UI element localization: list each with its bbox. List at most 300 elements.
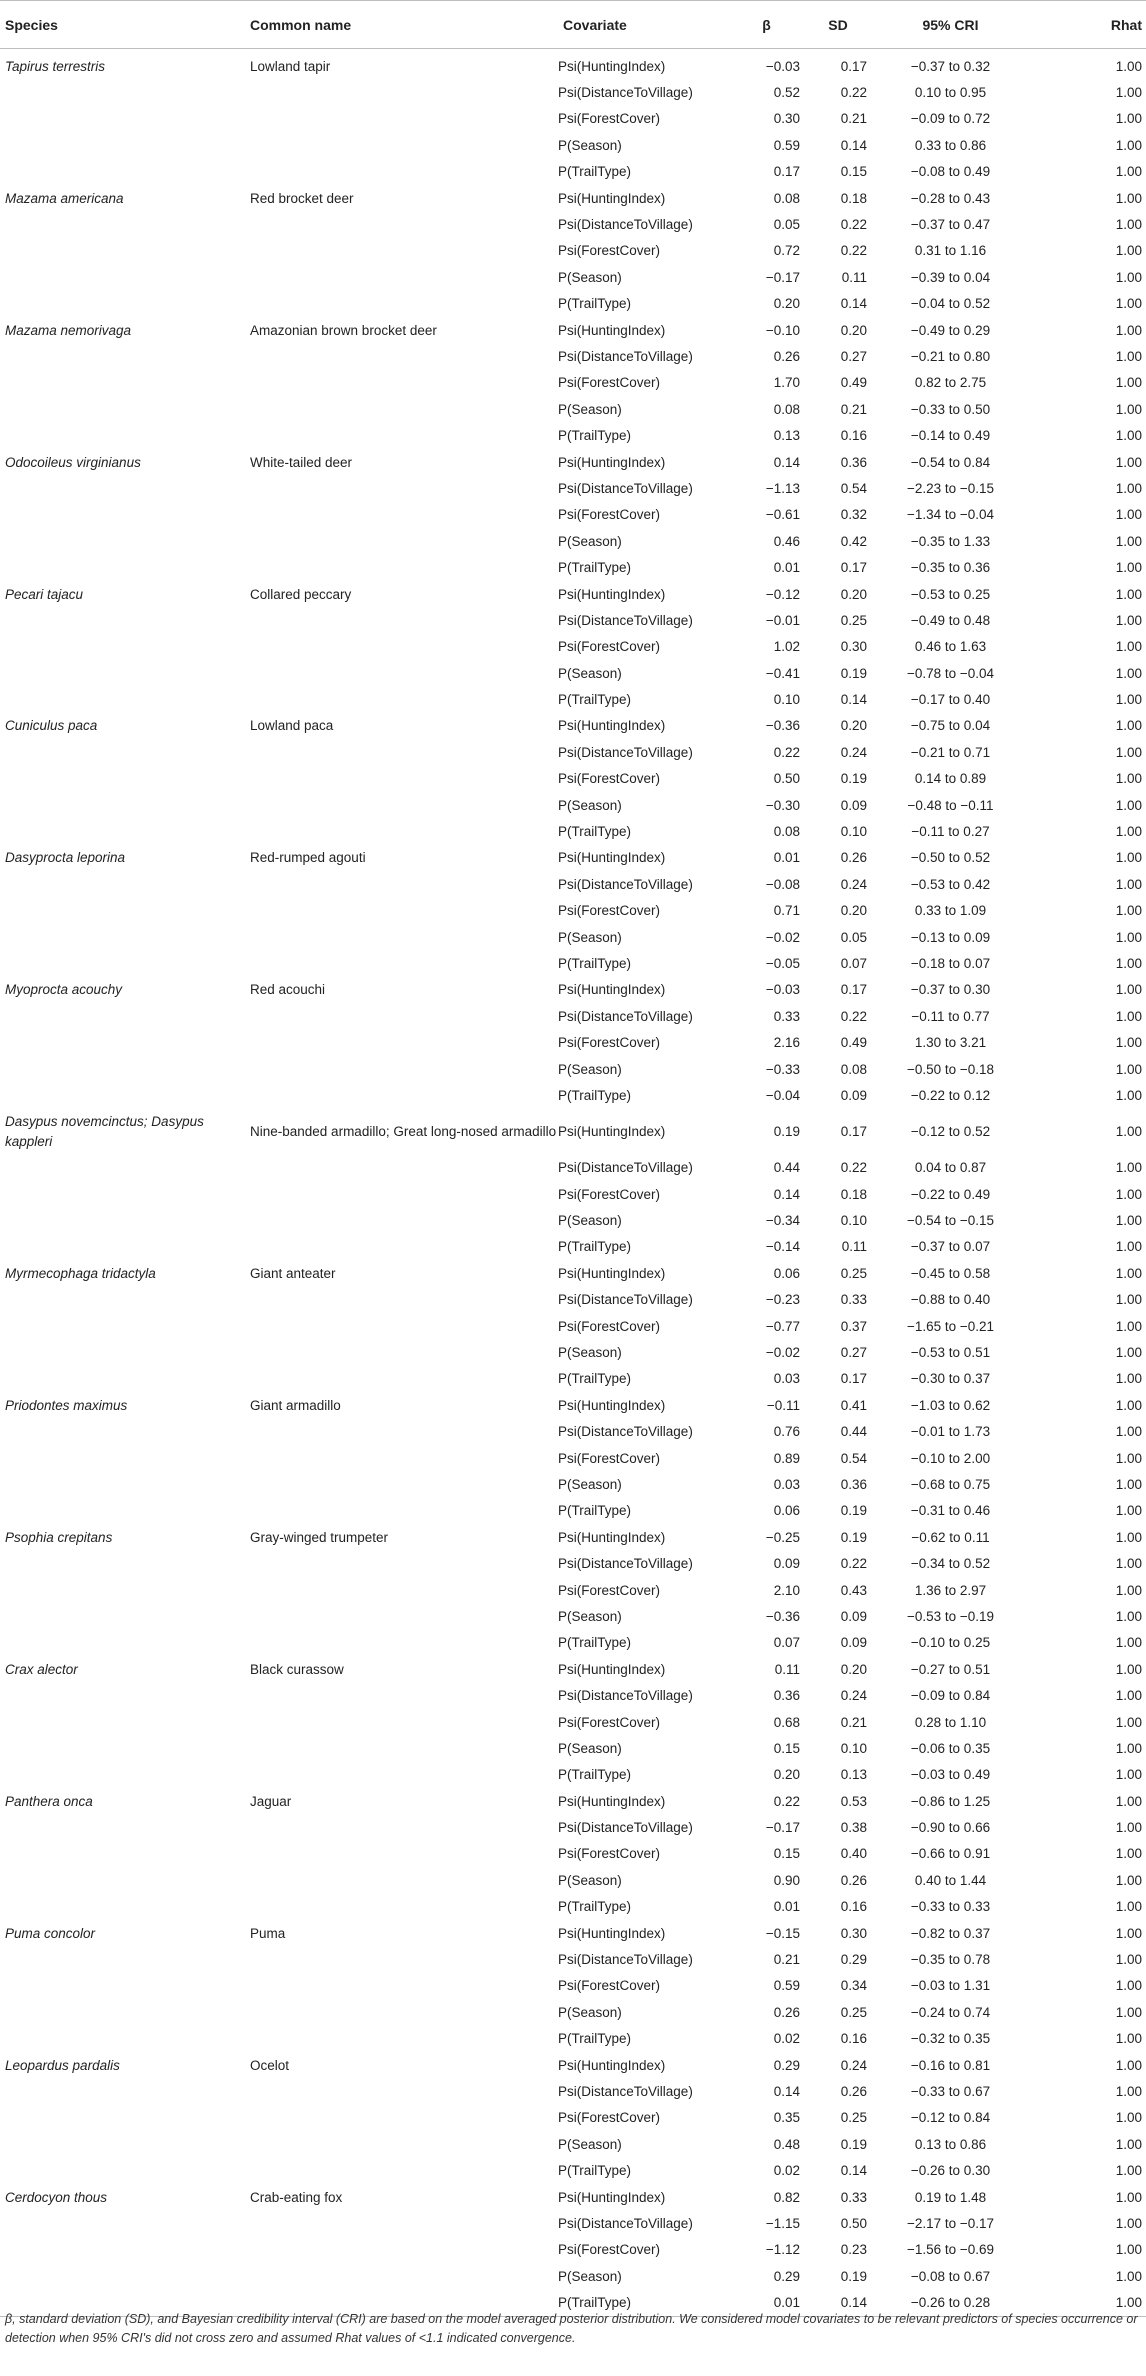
common-name-cell: Lowland paca (250, 718, 334, 734)
beta-cell: 0.02 (773, 2163, 800, 2179)
common-name-cell: Ocelot (250, 2057, 290, 2073)
covariate-cell: P(Season) (558, 1345, 622, 1361)
species-cell-empty (0, 1709, 250, 1735)
rhat-cell: 1.00 (1115, 1371, 1142, 1387)
common-name-cell: Gray-winged trumpeter (250, 1529, 389, 1545)
table-row (0, 977, 1146, 1003)
covariate-cell: Psi(HuntingIndex) (558, 190, 666, 206)
sd-cell: 0.38 (840, 1820, 867, 1836)
cri-cell: −0.21 to 0.71 (910, 744, 991, 760)
species-cell-empty (0, 422, 250, 448)
rhat-cell: 1.00 (1115, 1239, 1142, 1255)
rhat-cell: 1.00 (1115, 1793, 1142, 1809)
covariate-cell: Psi(ForestCover) (558, 243, 661, 259)
common-name-cell: Giant anteater (250, 1265, 336, 1281)
species-cell: Puma concolor (5, 1925, 96, 1941)
rhat-cell: 1.00 (1115, 1872, 1142, 1888)
common-name-cell-empty (250, 2105, 558, 2131)
rhat-cell: 1.00 (1115, 639, 1142, 655)
covariate-cell: Psi(HuntingIndex) (558, 322, 666, 338)
species-cell-empty (0, 2026, 250, 2052)
cri-cell: −0.09 to 0.72 (910, 111, 991, 127)
rhat-cell: 1.00 (1115, 771, 1142, 787)
beta-cell: 0.01 (728, 2289, 805, 2316)
cri-cell: −0.09 to 0.84 (910, 1688, 991, 1704)
common-name-cell-empty (250, 1550, 558, 1576)
rhat-cell: 1.00 (1115, 1899, 1142, 1915)
cri-cell: −0.22 to 0.49 (910, 1186, 991, 1202)
species-cell: Myrmecophaga tridactyla (5, 1265, 156, 1281)
cri-cell: −0.35 to 0.78 (910, 1952, 991, 1968)
sd-cell: 0.09 (840, 797, 867, 813)
cri-cell: −0.53 to 0.51 (910, 1345, 991, 1361)
beta-cell: 0.14 (773, 2083, 800, 2099)
species-cell-empty (0, 79, 250, 105)
beta-cell: 0.02 (773, 2031, 800, 2047)
beta-cell: −0.04 (765, 1087, 800, 1103)
covariate-cell: P(TrailType) (558, 2163, 632, 2179)
common-name-cell-empty (250, 1973, 558, 1999)
rhat-cell: 1.00 (1115, 1661, 1142, 1677)
covariate-cell: P(Season) (558, 1740, 622, 1756)
sd-cell: 0.23 (840, 2242, 867, 2258)
species-cell-empty (0, 634, 250, 660)
sd-cell: 0.17 (840, 560, 867, 576)
table-row (0, 1082, 1146, 1108)
cri-cell: 0.33 to 1.09 (914, 903, 987, 919)
rhat-cell: 1.00 (1115, 507, 1142, 523)
table-row (0, 792, 1146, 818)
common-name-cell-empty (250, 1630, 558, 1656)
covariate-cell: P(Season) (558, 2268, 622, 2284)
covariate-cell: Psi(HuntingIndex) (558, 850, 666, 866)
sd-cell: 0.37 (840, 1318, 867, 1334)
cri-cell: −1.56 to −0.69 (906, 2242, 995, 2258)
table-footnote: β, standard deviation (SD), and Bayesian credibility interval (CRI) are based on the model averaged posterior distribution. We considered model covariates to be relevant predictors of species occurrence or detection when 95% CRI's did not cross zero and assumed Rhat values of <1.1 indicated convergence. (5, 2312, 1138, 2345)
cri-cell: −0.37 to 0.07 (910, 1239, 991, 1255)
species-cell-empty (0, 2237, 250, 2263)
sd-cell: 0.13 (840, 1767, 867, 1783)
table-row (0, 1577, 1146, 1603)
beta-cell: 0.29 (773, 2268, 800, 2284)
beta-cell: 0.15 (773, 1846, 800, 1862)
cri-cell: −0.03 to 1.31 (910, 1978, 991, 1994)
beta-cell: 0.07 (773, 1635, 800, 1651)
rhat-cell: 1.00 (1115, 586, 1142, 602)
common-name-cell-empty (250, 2237, 558, 2263)
rhat-cell: 1.00 (1115, 1265, 1142, 1281)
sd-cell: 0.27 (840, 1345, 867, 1361)
sd-cell: 0.54 (840, 480, 867, 496)
species-cell-empty (0, 1155, 250, 1181)
beta-cell: −1.15 (765, 2215, 800, 2231)
beta-cell: −0.10 (765, 322, 800, 338)
rhat-cell: 1.00 (1115, 164, 1142, 180)
covariate-cell: Psi(ForestCover) (558, 1186, 661, 1202)
table-row (0, 2078, 1146, 2104)
covariate-cell: P(Season) (558, 1213, 622, 1229)
covariate-cell: Psi(HuntingIndex) (558, 586, 666, 602)
cri-cell: 0.19 to 1.48 (914, 2189, 987, 2205)
covariate-cell: P(Season) (558, 269, 622, 285)
table-row (0, 818, 1146, 844)
rhat-cell: 1.00 (1115, 1397, 1142, 1413)
species-cell-empty (0, 2078, 250, 2104)
table-row (0, 739, 1146, 765)
cri-cell: −0.08 to 0.67 (910, 2268, 991, 2284)
sd-cell: 0.16 (840, 428, 867, 444)
sd-cell: 0.41 (840, 1397, 867, 1413)
beta-cell: 0.03 (773, 1477, 800, 1492)
common-name-cell-empty (250, 1894, 558, 1920)
sd-cell: 0.54 (840, 1450, 867, 1466)
beta-cell: −0.17 (765, 269, 800, 285)
rhat-cell: 1.00 (1115, 2136, 1142, 2152)
sd-cell: 0.20 (840, 718, 867, 734)
table-row (0, 766, 1146, 792)
beta-cell: 0.22 (773, 744, 800, 760)
species-cell: Mazama nemorivaga (5, 322, 132, 338)
rhat-cell: 1.00 (1115, 2242, 1142, 2258)
table-row (0, 845, 1146, 871)
sd-cell: 0.17 (840, 982, 867, 998)
sd-cell: 0.24 (840, 2057, 867, 2073)
sd-cell: 0.09 (840, 1608, 867, 1624)
table-row (0, 950, 1146, 976)
cri-cell: 0.40 to 1.44 (914, 1872, 987, 1888)
common-name-cell: Lowland tapir (250, 58, 331, 74)
table-body (0, 49, 1146, 2317)
covariate-cell: P(TrailType) (558, 1767, 632, 1783)
common-name-cell: White-tailed deer (250, 454, 353, 470)
species-cell: Crax alector (5, 1661, 78, 1677)
rhat-cell: 1.00 (1115, 824, 1142, 840)
common-name-cell: Red brocket deer (250, 190, 354, 206)
covariate-cell: Psi(DistanceToVillage) (558, 1556, 693, 1572)
common-name-cell-empty (250, 1946, 558, 1972)
covariate-cell: Psi(DistanceToVillage) (558, 85, 693, 101)
beta-cell: −0.11 (766, 1397, 800, 1413)
beta-cell: 0.10 (773, 692, 800, 708)
common-name-cell-empty (250, 1366, 558, 1392)
cri-cell: −0.04 to 0.52 (910, 296, 991, 312)
rhat-cell: 1.00 (1115, 2215, 1142, 2231)
beta-cell: 0.17 (773, 164, 800, 180)
table-row (0, 317, 1146, 343)
sd-cell: 0.20 (840, 586, 867, 602)
table-row (0, 528, 1146, 554)
beta-cell: −0.41 (765, 665, 800, 681)
rhat-cell: 1.00 (1115, 1688, 1142, 1704)
cri-cell: −0.37 to 0.47 (910, 217, 991, 233)
table-row (0, 607, 1146, 633)
table-row (0, 2210, 1146, 2236)
table-row (0, 79, 1146, 105)
common-name-cell-empty (250, 1762, 558, 1788)
sd-cell: 0.17 (840, 58, 867, 74)
beta-cell: 0.50 (773, 771, 800, 787)
beta-cell: −0.30 (765, 797, 800, 813)
table-row (0, 422, 1146, 448)
covariate-cell: Psi(ForestCover) (558, 1318, 661, 1334)
common-name-cell-empty (250, 528, 558, 554)
rhat-cell: 1.00 (1115, 296, 1142, 312)
table-row (0, 2263, 1146, 2289)
table-row (0, 1471, 1146, 1497)
table-row (0, 1709, 1146, 1735)
cri-cell: −0.62 to 0.11 (911, 1529, 990, 1545)
species-cell-empty (0, 264, 250, 290)
beta-cell: 0.26 (773, 348, 800, 364)
rhat-cell: 1.00 (1115, 1318, 1142, 1334)
covariate-cell: P(TrailType) (558, 164, 632, 180)
table-row (0, 1867, 1146, 1893)
beta-cell: −0.61 (765, 507, 800, 523)
table-row (0, 1109, 1146, 1155)
species-cell-empty (0, 1082, 250, 1108)
covariate-cell: Psi(HuntingIndex) (558, 718, 666, 734)
header-sd: SD (805, 1, 871, 49)
covariate-cell: Psi(ForestCover) (558, 1846, 661, 1862)
species-cell-empty (0, 607, 250, 633)
table-row (0, 343, 1146, 369)
common-name-cell-empty (250, 343, 558, 369)
rhat-cell: 1.00 (1115, 850, 1142, 866)
beta-cell: 0.01 (773, 1899, 800, 1915)
rhat-cell: 1.00 (1115, 2189, 1142, 2205)
rhat-cell: 1.00 (1115, 2057, 1142, 2073)
species-cell-empty (0, 898, 250, 924)
beta-cell: 0.89 (773, 1450, 800, 1466)
rhat-cell: 1.00 (1115, 2031, 1142, 2047)
covariate-cell: P(Season) (558, 797, 622, 813)
rhat-cell: 1.00 (1115, 1345, 1142, 1361)
sd-cell: 0.22 (840, 85, 867, 101)
beta-cell: 0.46 (773, 533, 800, 549)
sd-cell: 0.19 (840, 1529, 867, 1545)
common-name-cell: Black curassow (250, 1661, 344, 1677)
cri-cell: −0.11 to 0.27 (911, 824, 990, 840)
table-row (0, 1445, 1146, 1471)
covariate-cell: Psi(HuntingIndex) (558, 58, 666, 74)
rhat-cell: 1.00 (1115, 1008, 1142, 1024)
rhat-cell: 1.00 (1115, 1503, 1142, 1519)
common-name-cell-empty (250, 660, 558, 686)
species-cell-empty (0, 1056, 250, 1082)
species-cell: Cuniculus paca (5, 718, 98, 734)
species-cell-empty (0, 106, 250, 132)
species-cell-empty (0, 528, 250, 554)
beta-cell: −0.02 (765, 929, 800, 945)
common-name-cell-empty (250, 1471, 558, 1497)
table-row (0, 1788, 1146, 1814)
species-cell-empty (0, 1550, 250, 1576)
species-cell-empty (0, 2263, 250, 2289)
cri-cell: −0.10 to 0.25 (910, 1635, 991, 1651)
species-cell-empty (0, 159, 250, 185)
cri-cell: −0.12 to 0.52 (910, 1124, 991, 1140)
sd-cell: 0.36 (840, 1477, 867, 1492)
rhat-cell: 1.00 (1115, 718, 1142, 734)
cri-cell: −0.35 to 0.36 (910, 560, 991, 576)
common-name-cell-empty (250, 607, 558, 633)
cri-cell: −0.26 to 0.30 (910, 2163, 991, 2179)
beta-cell: 2.16 (773, 1035, 800, 1051)
cri-cell: 0.04 to 0.87 (914, 1160, 987, 1176)
covariate-cell: P(Season) (558, 1061, 622, 1077)
covariate-cell: Psi(ForestCover) (558, 1714, 661, 1730)
species-cell-empty (0, 686, 250, 712)
cri-cell: −0.08 to 0.49 (910, 164, 991, 180)
covariate-cell: Psi(DistanceToVillage) (558, 1424, 693, 1440)
common-name-cell: Collared peccary (250, 586, 352, 602)
rhat-cell: 1.00 (1115, 692, 1142, 708)
table-row (0, 1029, 1146, 1055)
covariate-cell: Psi(ForestCover) (558, 903, 661, 919)
rhat-cell: 1.00 (1115, 401, 1142, 417)
rhat-cell: 1.00 (1115, 1740, 1142, 1756)
common-name-cell-empty (250, 1287, 558, 1313)
table-row (0, 475, 1146, 501)
covariate-cell: Psi(DistanceToVillage) (558, 1160, 693, 1176)
table-row (0, 2237, 1146, 2263)
cri-cell: 0.28 to 1.10 (914, 1714, 987, 1730)
rhat-cell: 1.00 (1115, 1925, 1142, 1941)
rhat-cell: 1.00 (1115, 1424, 1142, 1440)
species-cell-empty (0, 818, 250, 844)
rhat-cell: 1.00 (1115, 1846, 1142, 1862)
common-name-cell-empty (250, 2026, 558, 2052)
covariate-cell: Psi(HuntingIndex) (558, 1793, 666, 1809)
rhat-cell: 1.00 (1115, 348, 1142, 364)
covariate-cell: Psi(DistanceToVillage) (558, 217, 693, 233)
rhat-cell: 1.00 (1115, 982, 1142, 998)
sd-cell: 0.30 (840, 1925, 867, 1941)
rhat-cell: 1.00 (1115, 955, 1142, 971)
rhat-cell: 1.00 (1115, 1978, 1142, 1994)
rhat-cell: 1.00 (1115, 1061, 1142, 1077)
covariate-cell: P(TrailType) (558, 692, 632, 708)
header-covariate: Covariate (558, 1, 728, 49)
beta-cell: 0.08 (773, 190, 800, 206)
rhat-cell: 1.00 (1115, 2004, 1142, 2020)
species-cell-empty (0, 1814, 250, 1840)
table-row (0, 1762, 1146, 1788)
sd-cell: 0.26 (840, 1872, 867, 1888)
beta-cell: 0.90 (773, 1872, 800, 1888)
covariate-cell: Psi(HuntingIndex) (558, 1124, 666, 1140)
common-name-cell-empty (250, 1999, 558, 2025)
covariate-cell: P(Season) (558, 1477, 622, 1492)
table-row (0, 924, 1146, 950)
common-name-cell-empty (250, 159, 558, 185)
cri-cell: −0.78 to −0.04 (906, 665, 995, 681)
cri-cell: 0.46 to 1.63 (914, 639, 987, 655)
rhat-cell: 1.00 (1115, 2083, 1142, 2099)
cri-cell: −0.53 to 0.42 (910, 876, 991, 892)
beta-cell: 0.14 (773, 1186, 800, 1202)
table-row (0, 1260, 1146, 1286)
sd-cell: 0.14 (805, 2289, 871, 2316)
species-cell: Odocoileus virginianus (5, 454, 141, 470)
covariate-cell: Psi(ForestCover) (558, 1978, 661, 1994)
common-name-cell: Red-rumped agouti (250, 850, 366, 866)
table-row (0, 1682, 1146, 1708)
beta-cell: 0.35 (773, 2110, 800, 2126)
covariate-cell: Psi(HuntingIndex) (558, 454, 666, 470)
common-name-cell-empty (250, 2131, 558, 2157)
covariate-cell: P(Season) (558, 2004, 622, 2020)
rhat-cell: 1.00 (1115, 190, 1142, 206)
rhat-cell: 1.00 (1115, 533, 1142, 549)
covariate-cell: P(TrailType) (558, 296, 632, 312)
beta-cell: 0.20 (773, 1767, 800, 1783)
rhat-cell: 1.00 (1115, 1582, 1142, 1598)
sd-cell: 0.21 (840, 401, 867, 417)
common-name-cell-empty (250, 2078, 558, 2104)
common-name-cell-empty (250, 1234, 558, 1260)
species-cell-empty (0, 1181, 250, 1207)
beta-cell: −0.25 (765, 1529, 800, 1545)
common-name-cell-empty (250, 1207, 558, 1233)
common-name-cell-empty (250, 766, 558, 792)
sd-cell: 0.07 (840, 955, 867, 971)
common-name-cell-empty (250, 396, 558, 422)
beta-cell: 0.72 (773, 243, 800, 259)
cri-cell: −0.54 to 0.84 (910, 454, 991, 470)
rhat-cell: 1.00 (1115, 1477, 1142, 1492)
rhat-cell: 1.00 (1115, 797, 1142, 813)
common-name-cell: Nine-banded armadillo; Great long-nosed armadillo (250, 1123, 557, 1139)
species-cell: Dasypus novemcinctus; Dasypus kappleri (5, 1113, 204, 1149)
beta-cell: −0.34 (765, 1213, 800, 1229)
sd-cell: 0.17 (840, 1371, 867, 1387)
covariate-cell: P(Season) (558, 929, 622, 945)
covariate-cell: Psi(DistanceToVillage) (558, 876, 693, 892)
common-name-cell-empty (250, 554, 558, 580)
sd-cell: 0.19 (840, 771, 867, 787)
covariate-cell: P(Season) (558, 2136, 622, 2152)
cri-cell: −0.13 to 0.09 (910, 929, 991, 945)
common-name-cell-empty (250, 1445, 558, 1471)
species-cell-empty (0, 1867, 250, 1893)
species-cell-empty (0, 238, 250, 264)
table-row (0, 1366, 1146, 1392)
covariate-cell: P(TrailType) (558, 824, 632, 840)
species-cell-empty (0, 739, 250, 765)
common-name-cell-empty (250, 1419, 558, 1445)
common-name-cell-empty (250, 2210, 558, 2236)
sd-cell: 0.29 (840, 1952, 867, 1968)
covariate-cell: Psi(HuntingIndex) (558, 1529, 666, 1545)
rhat-cell: 1.00 (1115, 1213, 1142, 1229)
beta-cell: −0.12 (765, 586, 800, 602)
cri-cell: 0.10 to 0.95 (914, 85, 987, 101)
covariate-cell: Psi(DistanceToVillage) (558, 1952, 693, 1968)
table-row (0, 1234, 1146, 1260)
covariate-cell: P(TrailType) (558, 2031, 632, 2047)
cri-cell: −0.68 to 0.75 (910, 1477, 991, 1492)
beta-cell: 0.03 (773, 1371, 800, 1387)
cri-cell: −0.11 to 0.77 (911, 1008, 990, 1024)
common-name-cell-empty (250, 264, 558, 290)
rhat-cell: 1.00 (1115, 1820, 1142, 1836)
sd-cell: 0.09 (840, 1087, 867, 1103)
species-cell: Tapirus terrestris (5, 58, 106, 74)
beta-cell: 0.82 (773, 2189, 800, 2205)
table-row (0, 1603, 1146, 1629)
rhat-cell: 1.00 (1115, 1292, 1142, 1308)
